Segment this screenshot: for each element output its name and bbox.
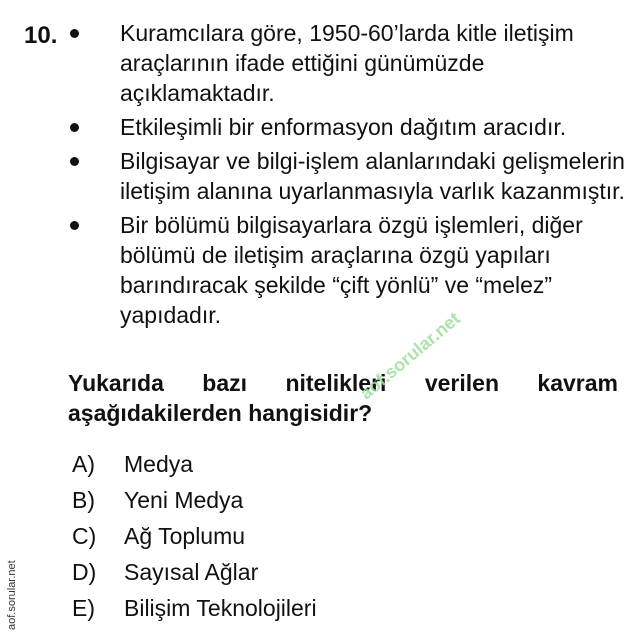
option-d[interactable] [72,554,317,590]
bullet-list [68,18,628,334]
option-text: Bilişim Teknolojileri [124,595,317,621]
option-b[interactable] [72,482,317,518]
option-text: Yeni Medya [124,487,244,513]
question-prompt [68,368,618,428]
option-letter: C) [72,523,97,549]
question-prompt-line2: aşağıdakilerden hangisidir? [68,400,373,426]
watermark: aof.sorular.net [356,308,464,404]
bullet-dot-icon [70,221,79,230]
bullet-item [68,146,628,206]
bullet-text: Kuramcılara göre, 1950-60’larda kitle iletişim araçlarının ifade ettiğini günümüzde açıklamaktadır. [120,20,574,106]
question-number: 10. [24,22,58,49]
bullet-dot-icon [70,29,79,38]
option-text: Sayısal Ağlar [124,559,259,585]
bullet-item [68,18,628,108]
option-e[interactable] [72,590,317,626]
option-c[interactable] [72,518,317,554]
bullet-dot-icon [70,157,79,166]
option-letter: B) [72,487,95,513]
bullet-dot-icon [70,123,79,132]
option-letter: E) [72,595,95,621]
answer-options [72,446,317,626]
option-text: Ağ Toplumu [124,523,246,549]
side-watermark: aof.sorular.net [6,560,18,630]
bullet-item [68,210,628,330]
bullet-text: Bilgisayar ve bilgi-işlem alanlarındaki gelişmelerin iletişim alanına uyarlanmasıyla varlık kazanmıştır. [120,148,625,204]
option-letter: A) [72,451,95,477]
option-letter: D) [72,559,97,585]
option-a[interactable] [72,446,317,482]
bullet-text: Bir bölümü bilgisayarlara özgü işlemleri, diğer bölümü de iletişim araçlarına özgü yapıları barındıracak şekilde “çift yönlü” ve “melez” yapıdadır. [120,212,583,328]
option-text: Medya [124,451,194,477]
question-prompt-line1: Yukarıda bazı nitelikleri verilen kavram [68,370,618,396]
bullet-text: Etkileşimli bir enformasyon dağıtım aracıdır. [120,114,567,140]
bullet-item [68,112,628,142]
